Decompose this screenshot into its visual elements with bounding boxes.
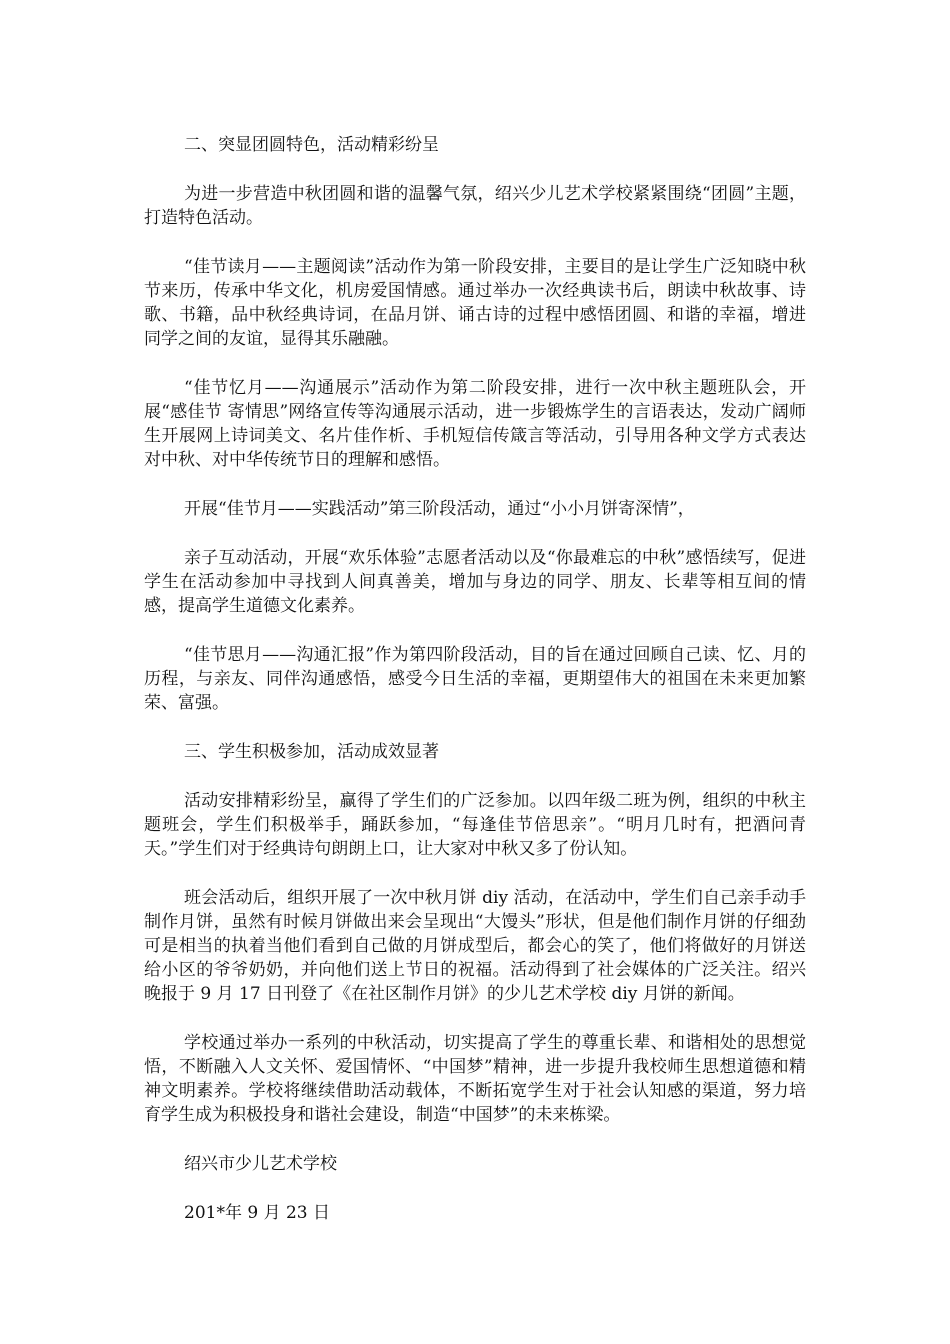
paragraph-mooncake-diy: 班会活动后，组织开展了一次中秋月饼 diy 活动，在活动中，学生们自己亲手动手制作月饼，虽然有时候月饼做出来会呈现出“大馒头”形状，但是他们制作月饼的仔细劲可是相当的执着当他们看到自己做的月饼成型后，都会心的笑了，他们将做好的月饼送给小区的爷爷奶奶，并向他们送上节日的祝福。活动得到了社会媒体的广泛关注。绍兴晚报于 9 月 17 日刊登了《在社区制作月饼》的少儿艺术学校 diy 月饼的新闻。	[144, 888, 806, 1004]
paragraph-stage-1: “佳节读月——主题阅读”活动作为第一阶段安排，主要目的是让学生广泛知晓中秋节来历，传承中华文化，机房爱国情感。通过举办一次经典读书后，朗读中秋故事、诗歌、书籍，品中秋经典诗词，在品月饼、诵古诗的过程中感悟团圆、和谐的幸福，增进同学之间的友谊，显得其乐融融。	[144, 257, 806, 349]
paragraph-intro: 为进一步营造中秋团圆和谐的温馨气氛，绍兴少儿艺术学校紧紧围绕“团圆”主题，打造特色活动。	[144, 184, 806, 228]
paragraph-stage-3: 开展“佳节月——实践活动”第三阶段活动，通过“小小月饼寄深情”，	[184, 499, 695, 519]
document-body	[144, 133, 806, 1250]
section-heading-3: 三、学生积极参加，活动成效显著	[184, 742, 439, 762]
paragraph-stage-2: “佳节忆月——沟通展示”活动作为第二阶段安排，进行一次中秋主题班队会，开展“感佳节 寄情思”网络宣传等沟通展示活动，进一步锻炼学生的言语表达，发动广阔师生开展网上诗词美文、名片佳作析、手机短信传箴言等活动，引导用各种文学方式表达对中秋、对中华传统节日的理解和感悟。	[144, 378, 806, 470]
paragraph-stage-4: “佳节思月——沟通汇报”作为第四阶段活动，目的旨在通过回顾自己读、忆、月的历程，与亲友、同伴沟通感悟，感受今日生活的幸福，更期望伟大的祖国在未来更加繁荣、富强。	[144, 645, 806, 713]
signature-date: 201*年 9 月 23 日	[184, 1203, 331, 1223]
section-heading-2: 二、突显团圆特色，活动精彩纷呈	[184, 135, 439, 155]
signature-school-name: 绍兴市少儿艺术学校	[184, 1154, 337, 1174]
paragraph-parent-child: 亲子互动活动，开展“欢乐体验”志愿者活动以及“你最难忘的中秋”感悟续写，促进学生在活动参加中寻找到人间真善美，增加与身边的同学、朋友、长辈等相互间的情感，提高学生道德文化素养。	[144, 548, 806, 616]
paragraph-class-meeting: 活动安排精彩纷呈，赢得了学生们的广泛参加。以四年级二班为例，组织的中秋主题班会，学生们积极举手，踊跃参加，“每逢佳节倍思亲”。“明月几时有，把酒问青天。”学生们对于经典诗句朗朗上口，让大家对中秋又多了份认知。	[144, 791, 806, 859]
paragraph-conclusion: 学校通过举办一系列的中秋活动，切实提高了学生的尊重长辈、和谐相处的思想觉悟，不断融入人文关怀、爱国情怀、“中国梦”精神，进一步提升我校师生思想道德和精神文明素养。学校将继续借助活动载体，不断拓宽学生对于社会认知感的渠道，努力培育学生成为积极投身和谐社会建设，制造“中国梦”的未来栋梁。	[144, 1033, 806, 1125]
